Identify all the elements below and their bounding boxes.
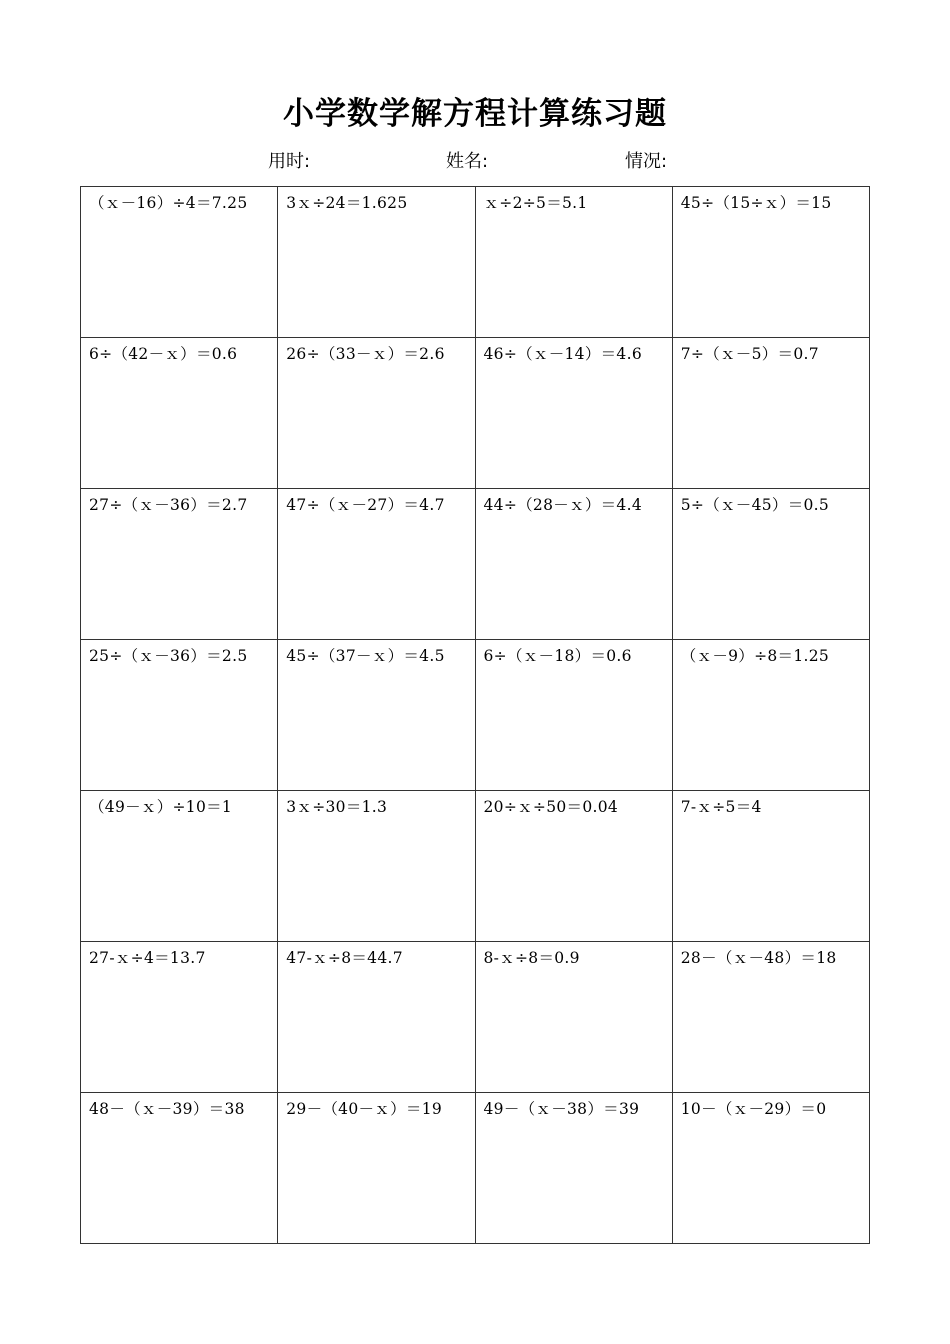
problem-cell[interactable]: [672, 489, 869, 640]
problem-cell[interactable]: [81, 489, 278, 640]
problem-row: [81, 791, 870, 942]
status-label: 情况:: [625, 151, 668, 172]
equation-text: 3ｘ÷30＝1.3: [286, 798, 388, 816]
problem-cell[interactable]: [278, 489, 475, 640]
problem-cell[interactable]: [81, 187, 278, 338]
page-title: 小学数学解方程计算练习题: [283, 96, 667, 132]
problem-cell[interactable]: [475, 942, 672, 1093]
equation-text: 27÷（ｘ－36）＝2.7: [89, 496, 248, 514]
equation-text: 7-ｘ÷5＝4: [680, 798, 762, 816]
equation-text: 6÷（ｘ－18）＝0.6: [483, 647, 632, 665]
problem-cell[interactable]: [81, 942, 278, 1093]
problem-cell[interactable]: [278, 640, 475, 791]
time-label: 用时:: [268, 151, 311, 172]
equation-text: 29－（40－ｘ）＝19: [286, 1100, 443, 1118]
equation-text: 7÷（ｘ－5）＝0.7: [680, 345, 819, 363]
equation-text: 25÷（ｘ－36）＝2.5: [89, 647, 248, 665]
problem-cell[interactable]: [475, 187, 672, 338]
equation-text: 45÷（15÷ｘ）＝15: [680, 194, 832, 212]
problem-cell[interactable]: [672, 1093, 869, 1244]
problem-cell[interactable]: [672, 942, 869, 1093]
problem-cell[interactable]: [278, 1093, 475, 1244]
equation-text: 47-ｘ÷8＝44.7: [286, 949, 403, 967]
problem-cell[interactable]: [81, 640, 278, 791]
equation-text: 6÷（42－ｘ）＝0.6: [89, 345, 238, 363]
equation-text: （49－ｘ）÷10＝1: [89, 798, 233, 816]
equation-text: 3ｘ÷24＝1.625: [286, 194, 408, 212]
equation-text: 26÷（33－ｘ）＝2.6: [286, 345, 445, 363]
problem-cell[interactable]: [475, 640, 672, 791]
equation-text: 20÷ｘ÷50＝0.04: [483, 798, 619, 816]
problem-row: [81, 942, 870, 1093]
problem-cell[interactable]: [278, 791, 475, 942]
problem-cell[interactable]: [81, 791, 278, 942]
equation-text: 8-ｘ÷8＝0.9: [483, 949, 580, 967]
equation-text: 28－（ｘ－48）＝18: [680, 949, 837, 967]
problem-cell[interactable]: [278, 187, 475, 338]
equation-text: 10－（ｘ－29）＝0: [680, 1100, 827, 1118]
equation-text: （ｘ－9）÷8＝1.25: [680, 647, 830, 665]
problem-cell[interactable]: [81, 1093, 278, 1244]
problem-cell[interactable]: [475, 791, 672, 942]
equation-text: 27-ｘ÷4＝13.7: [89, 949, 206, 967]
problem-cell[interactable]: [278, 942, 475, 1093]
problem-cell[interactable]: [672, 338, 869, 489]
equation-text: 48－（ｘ－39）＝38: [89, 1100, 245, 1118]
problem-cell[interactable]: [278, 338, 475, 489]
problem-cell[interactable]: [475, 1093, 672, 1244]
problem-row: [81, 338, 870, 489]
name-label: 姓名:: [446, 151, 489, 172]
equation-text: 49－（ｘ－38）＝39: [483, 1100, 640, 1118]
problem-cell[interactable]: [475, 338, 672, 489]
problem-grid: [80, 186, 870, 1244]
problem-row: [81, 640, 870, 791]
equation-text: 47÷（ｘ－27）＝4.7: [286, 496, 445, 514]
problem-row: [81, 489, 870, 640]
problem-cell[interactable]: [672, 187, 869, 338]
equation-text: （ｘ－16）÷4＝7.25: [89, 194, 248, 212]
equation-text: ｘ÷2÷5＝5.1: [483, 194, 588, 212]
problem-cell[interactable]: [81, 338, 278, 489]
problem-cell[interactable]: [672, 791, 869, 942]
equation-text: 45÷（37－ｘ）＝4.5: [286, 647, 445, 665]
problem-cell[interactable]: [672, 640, 869, 791]
equation-text: 5÷（ｘ－45）＝0.5: [680, 496, 830, 514]
problem-row: [81, 1093, 870, 1244]
equation-text: 44÷（28－ｘ）＝4.4: [483, 496, 642, 514]
equation-text: 46÷（ｘ－14）＝4.6: [483, 345, 642, 363]
problem-cell[interactable]: [475, 489, 672, 640]
problem-row: [81, 187, 870, 338]
